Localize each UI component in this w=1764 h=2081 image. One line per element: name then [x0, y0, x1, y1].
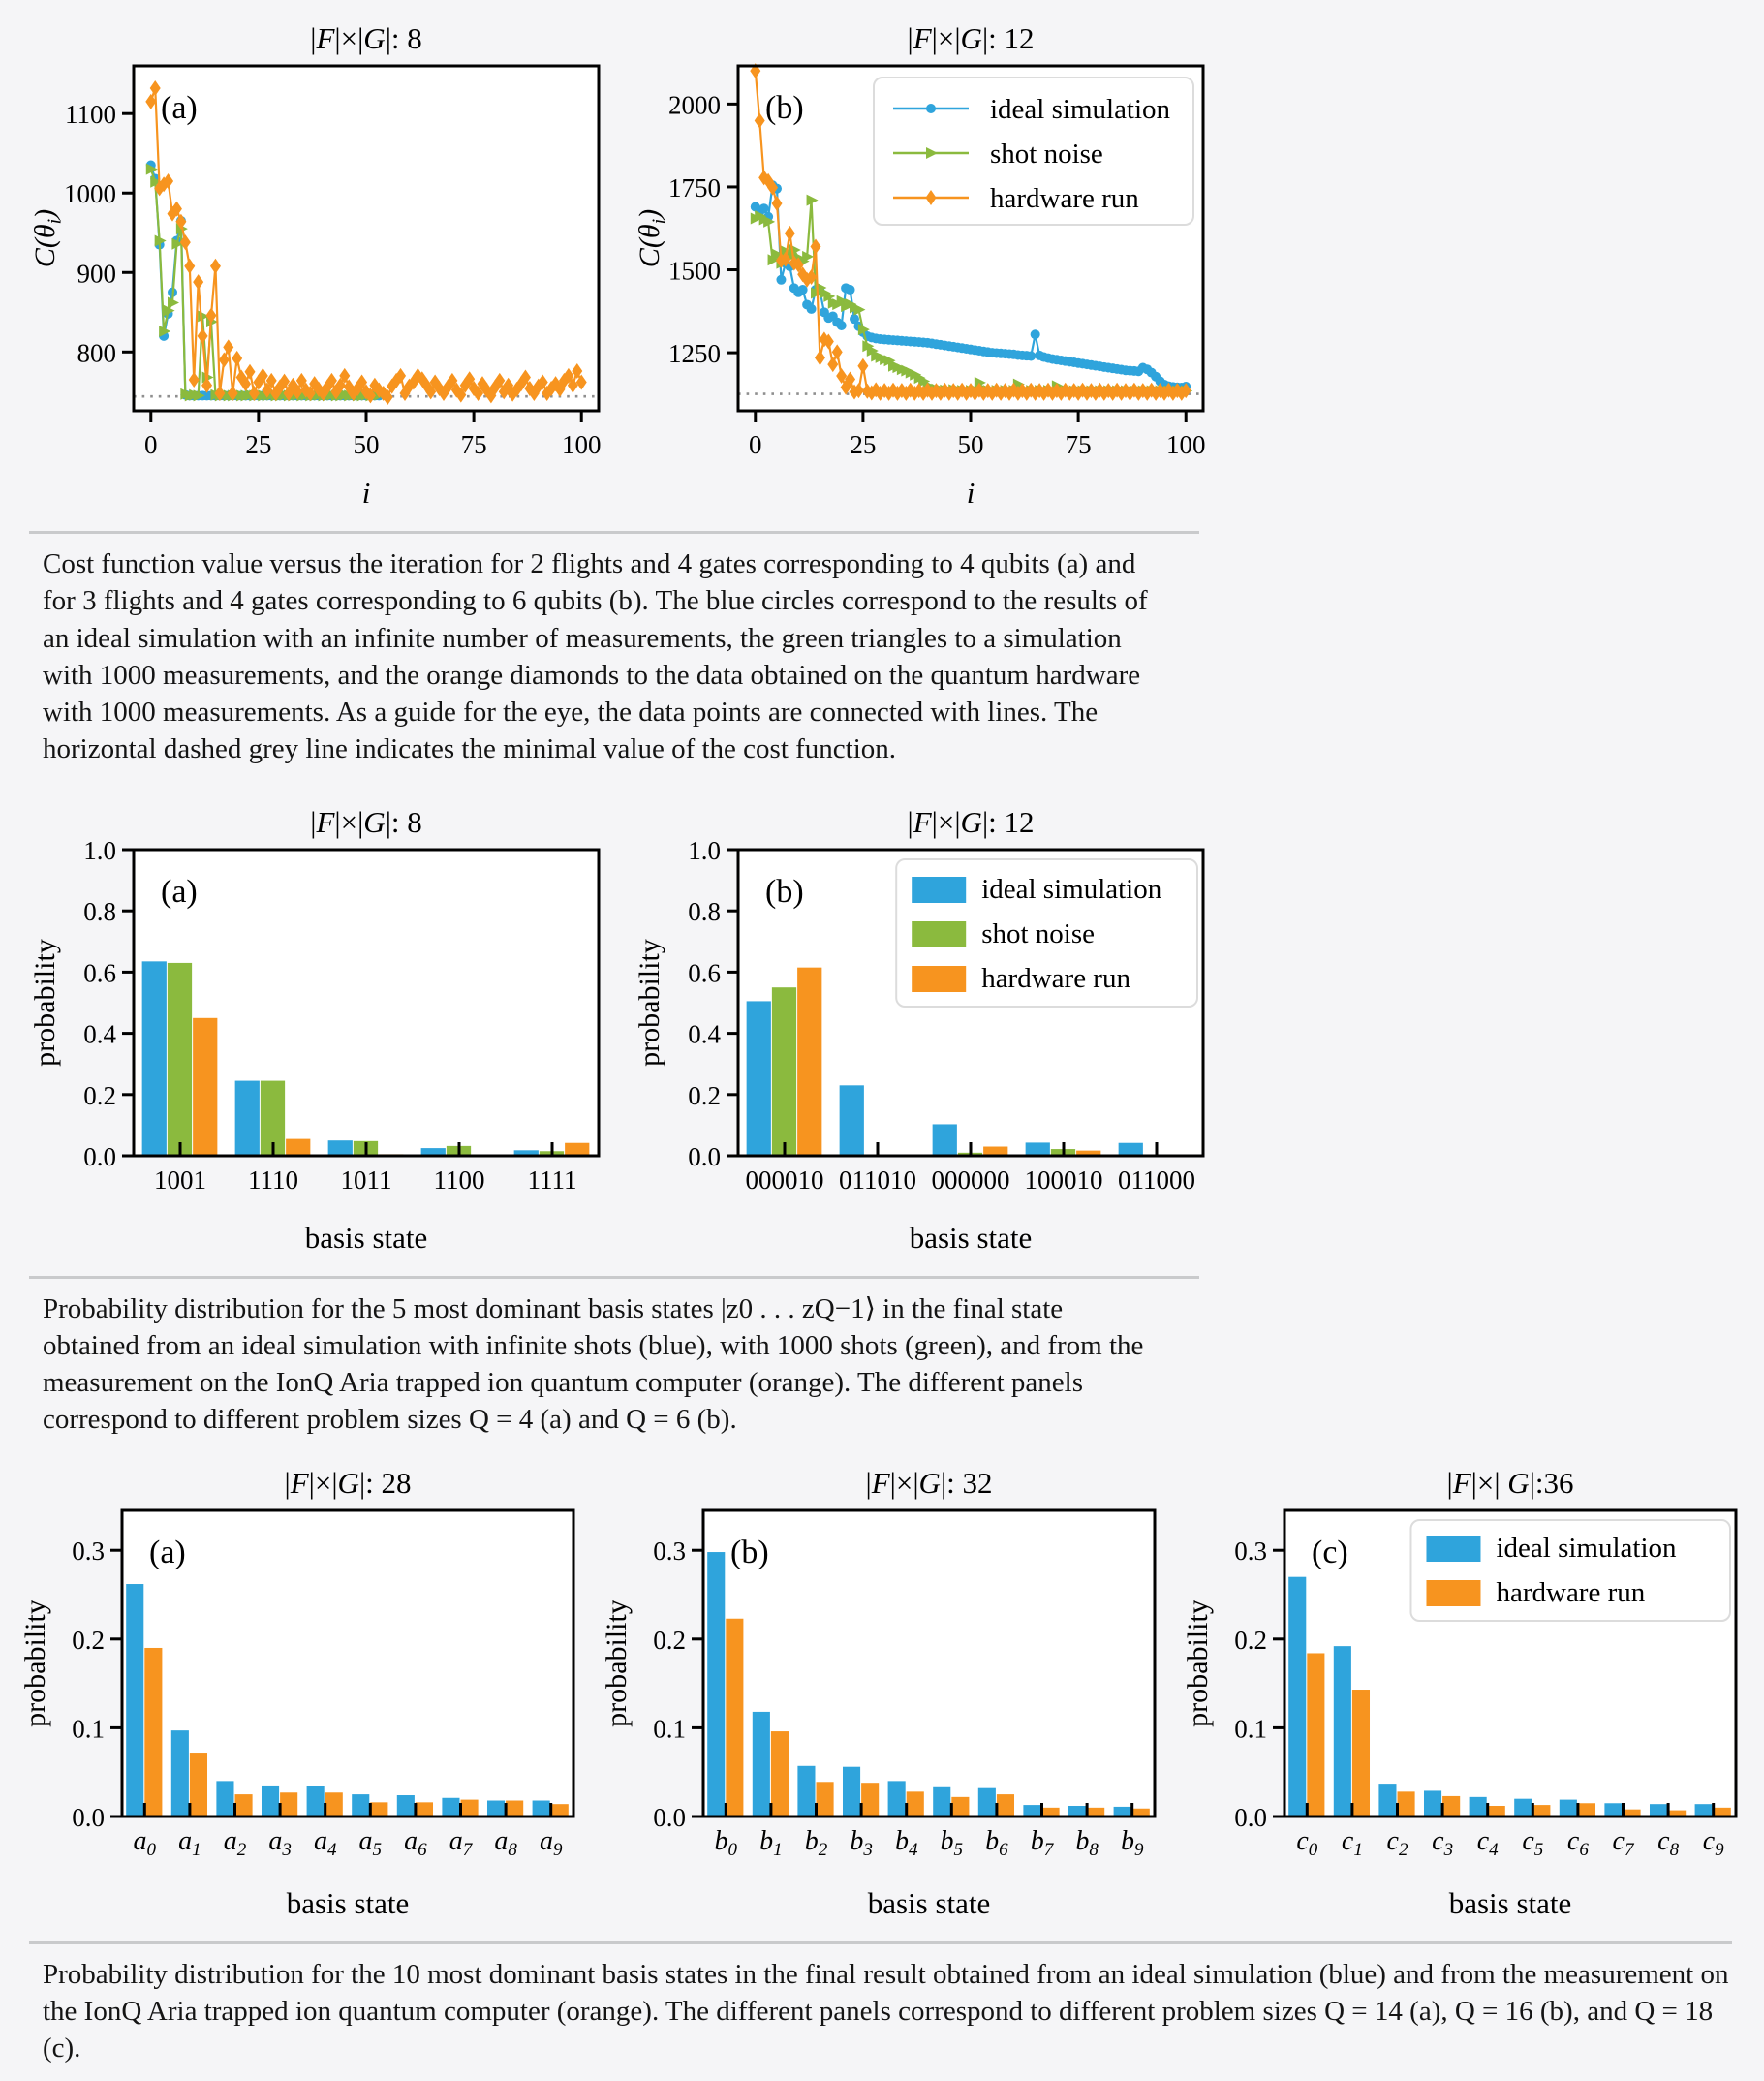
- y-tick-label: 0.2: [688, 1080, 721, 1110]
- panel-label: (b): [730, 1534, 769, 1570]
- chart-svg: [630, 807, 1221, 1258]
- figure2-caption: Probability distribution for the 5 most dominant basis states |z0 . . . zQ−1⟩ in the final state obtained from an ideal simulation with infinite shots (blue), with 1000 shots (green), and from the measurement on the IonQ Aria trapped ion quantum computer (orange). The different panels correspond to different problem sizes Q = 4 (a) and Q = 6 (b).: [43, 1292, 1144, 1436]
- bar: [797, 1765, 815, 1816]
- bar: [168, 963, 192, 1156]
- cost-chart-b: [630, 23, 1221, 517]
- y-tick-label: 0.6: [83, 957, 116, 987]
- figure1-caption: Cost function value versus the iteration for 2 flights and 4 gates corresponding to 4 qubits (a) and for 3 flights and 4 gates corresponding to 6 qubits (b). The blue circles correspond to the results of an ideal simulation with an infinite number of measurements, the green triangles to a simulation with 1000 measurements, and the orange diamonds to the data obtained on the quantum hardware with 1000 measurements. As a guide for the eye, the data points are connected with lines. The horizontal dashed grey line indicates the minimal value of the cost function.: [43, 548, 1148, 765]
- figure3-caption: Probability distribution for the 10 most dominant basis states in the final result obtained from an ideal simulation (blue) and from the measurement on the IonQ Aria trapped ion quantum computer (orange). The different panels correspond to different problem sizes Q = 14 (a), Q = 16 (b), and Q = 18 (c).: [43, 1958, 1729, 2065]
- x-tick-label: 0: [144, 430, 158, 459]
- x-tick-label: 25: [245, 430, 272, 459]
- bar: [747, 1001, 771, 1156]
- bar: [487, 1800, 505, 1816]
- bar: [286, 1138, 310, 1155]
- legend-label: shot noise: [990, 139, 1103, 170]
- bar: [1532, 1805, 1550, 1817]
- bar: [280, 1792, 297, 1817]
- y-tick-label: 0.0: [653, 1802, 686, 1832]
- x-tick-label: 000000: [931, 1165, 1010, 1195]
- probability10-chart-a: [15, 1468, 589, 1928]
- bar: [1695, 1804, 1713, 1817]
- x-tick-label: $c_9$: [1702, 1825, 1724, 1860]
- bar: [190, 1753, 207, 1817]
- y-tick-label: 1000: [64, 179, 116, 209]
- x-tick-label: $c_3$: [1432, 1825, 1454, 1860]
- legend-label: ideal simulation: [990, 94, 1171, 125]
- y-tick-label: 0.2: [72, 1625, 105, 1655]
- y-tick-label: 0.3: [72, 1536, 105, 1566]
- bar: [506, 1800, 523, 1816]
- y-tick-label: 0.1: [72, 1714, 105, 1744]
- chart-svg: [15, 1468, 589, 1923]
- x-tick-label: $a_9$: [539, 1825, 563, 1860]
- bar: [1334, 1646, 1351, 1817]
- bar: [933, 1124, 957, 1156]
- bar: [726, 1618, 743, 1816]
- legend-label: hardware run: [981, 962, 1130, 994]
- y-tick-label: 0.6: [688, 957, 721, 987]
- bar: [1352, 1690, 1370, 1817]
- bar: [951, 1797, 969, 1817]
- x-tick-label: $a_2$: [223, 1825, 247, 1860]
- y-axis-label: probability: [1182, 1599, 1214, 1727]
- panel-label: (b): [765, 90, 804, 126]
- x-tick-label: 1111: [527, 1165, 577, 1195]
- bar: [461, 1799, 479, 1816]
- y-tick-label: 1100: [65, 100, 116, 130]
- bar: [328, 1140, 353, 1156]
- y-axis-label: probability: [634, 938, 665, 1067]
- y-tick-label: 0.0: [1234, 1802, 1267, 1832]
- x-tick-label: $a_6$: [404, 1825, 427, 1860]
- figure3-divider: [29, 1941, 1732, 1944]
- figure1-divider: [29, 531, 1199, 534]
- bar: [262, 1786, 279, 1817]
- bar: [565, 1142, 589, 1155]
- x-tick-label: $c_6$: [1566, 1825, 1589, 1860]
- panel-label: (b): [765, 873, 804, 910]
- bar: [370, 1802, 387, 1817]
- bar: [1578, 1803, 1595, 1817]
- bar: [861, 1783, 879, 1817]
- probability-chart-a: [25, 807, 616, 1262]
- bar: [978, 1787, 996, 1816]
- bar: [216, 1781, 233, 1817]
- x-tick-label: 011000: [1118, 1165, 1195, 1195]
- bar: [1650, 1804, 1667, 1817]
- x-tick-label: $b_4$: [894, 1825, 918, 1860]
- x-tick-label: 011010: [839, 1165, 916, 1195]
- y-tick-label: 0.2: [653, 1625, 686, 1655]
- bar: [797, 967, 821, 1155]
- figure2-probability-distribution: [25, 807, 1764, 1262]
- bar: [1398, 1791, 1415, 1817]
- y-axis-label: probability: [601, 1599, 633, 1727]
- x-tick-label: $c_5$: [1522, 1825, 1544, 1860]
- x-tick-label: $b_1$: [759, 1825, 783, 1860]
- y-tick-label: 900: [77, 259, 116, 289]
- bar: [771, 1731, 789, 1817]
- chart-title: |F|×|G|: 12: [907, 23, 1035, 55]
- legend: [1410, 1520, 1730, 1621]
- chart-svg: [597, 1468, 1170, 1923]
- y-tick-label: 1250: [668, 339, 721, 369]
- bar: [325, 1792, 343, 1817]
- bar: [1023, 1805, 1040, 1817]
- figure2-divider: [29, 1276, 1199, 1279]
- probability-chart-b: [630, 807, 1221, 1262]
- bar: [1604, 1803, 1622, 1817]
- bar: [1307, 1653, 1324, 1817]
- bar: [1424, 1790, 1441, 1817]
- x-tick-label: $a_7$: [449, 1825, 473, 1860]
- legend: [874, 78, 1193, 225]
- y-tick-label: 0.1: [1234, 1714, 1267, 1744]
- y-tick-label: 0.4: [83, 1019, 116, 1049]
- x-tick-label: $a_1$: [178, 1825, 201, 1860]
- y-tick-label: 0.8: [688, 896, 721, 926]
- x-tick-label: $c_2$: [1386, 1825, 1408, 1860]
- x-tick-label: 100: [561, 430, 602, 459]
- x-tick-label: $b_2$: [804, 1825, 828, 1860]
- bar: [1114, 1807, 1131, 1817]
- chart-svg: [1178, 1468, 1751, 1923]
- x-tick-label: $a_8$: [494, 1825, 517, 1860]
- bar: [1378, 1784, 1396, 1817]
- x-tick-label: 75: [1065, 430, 1092, 459]
- chart-title: |F|×|G|: 12: [907, 806, 1035, 839]
- bar: [772, 987, 796, 1156]
- bar: [1119, 1142, 1143, 1155]
- y-tick-label: 0.2: [83, 1080, 116, 1110]
- x-tick-label: 1100: [433, 1165, 485, 1195]
- bar: [533, 1800, 550, 1816]
- bar: [840, 1085, 864, 1156]
- panel-label: (a): [161, 873, 198, 910]
- x-tick-label: $a_0$: [133, 1825, 157, 1860]
- plot-area: [134, 66, 599, 411]
- bar: [193, 1017, 217, 1155]
- bar: [907, 1791, 924, 1817]
- legend-label: ideal simulation: [981, 873, 1162, 905]
- x-tick-label: $b_8$: [1075, 1825, 1099, 1860]
- chart-title: |F|×|G|: 8: [310, 23, 422, 55]
- x-tick-label: $a_5$: [358, 1825, 383, 1860]
- bar: [1288, 1576, 1306, 1816]
- x-axis-label: basis state: [304, 1220, 428, 1255]
- chart-title: |F|×|G|: 32: [865, 1467, 993, 1500]
- x-tick-label: $c_7$: [1612, 1825, 1634, 1860]
- x-tick-label: $c_4$: [1476, 1825, 1499, 1860]
- bar: [817, 1782, 834, 1817]
- chart-title: |F|×|G|: 28: [284, 1467, 412, 1500]
- bar: [442, 1797, 459, 1816]
- bar: [397, 1795, 415, 1817]
- y-tick-label: 0.0: [72, 1802, 105, 1832]
- x-tick-label: 0: [749, 430, 762, 459]
- x-tick-label: 25: [850, 430, 877, 459]
- figure3-probability-distribution: [15, 1468, 1764, 1928]
- bar: [1514, 1798, 1532, 1816]
- probability10-chart-b: [597, 1468, 1170, 1928]
- x-axis-label: basis state: [286, 1885, 410, 1920]
- cost-chart-a: [25, 23, 616, 517]
- y-axis-label: $C(\theta_i)$: [634, 208, 670, 268]
- bar: [1068, 1806, 1086, 1817]
- x-axis-label: i: [361, 476, 371, 510]
- x-tick-label: 75: [460, 430, 487, 459]
- y-tick-label: 1500: [668, 256, 721, 286]
- y-tick-label: 1750: [668, 172, 721, 202]
- x-axis-label: i: [966, 476, 975, 510]
- legend-label: ideal simulation: [1496, 1532, 1677, 1564]
- x-tick-label: $c_0$: [1296, 1825, 1318, 1860]
- x-tick-label: 50: [957, 430, 984, 459]
- bar: [1560, 1799, 1577, 1816]
- y-tick-label: 0.4: [688, 1019, 721, 1049]
- x-tick-label: 1110: [248, 1165, 298, 1195]
- y-tick-label: 0.0: [688, 1141, 721, 1171]
- panel-label: (c): [1312, 1534, 1348, 1570]
- chart-title: |F|×|G|: 8: [310, 806, 422, 839]
- x-tick-label: $b_0$: [714, 1825, 738, 1860]
- bar: [144, 1648, 162, 1817]
- legend-label: hardware run: [1496, 1576, 1646, 1608]
- x-tick-label: 100010: [1024, 1165, 1103, 1195]
- y-tick-label: 2000: [668, 90, 721, 120]
- x-tick-label: $b_3$: [850, 1825, 873, 1860]
- bar: [551, 1804, 569, 1817]
- x-tick-label: $b_6$: [985, 1825, 1008, 1860]
- y-tick-label: 1.0: [83, 835, 116, 865]
- x-tick-label: $b_7$: [1030, 1825, 1054, 1860]
- x-tick-label: $a_3$: [268, 1825, 292, 1860]
- bar: [1470, 1797, 1487, 1817]
- x-tick-label: 1011: [340, 1165, 392, 1195]
- x-tick-label: $b_9$: [1120, 1825, 1144, 1860]
- x-axis-label: basis state: [1448, 1885, 1572, 1920]
- x-tick-label: $b_5$: [940, 1825, 964, 1860]
- bar: [753, 1712, 770, 1817]
- panel-label: (a): [149, 1534, 186, 1570]
- y-tick-label: 1.0: [688, 835, 721, 865]
- y-axis-label: probability: [19, 1599, 51, 1727]
- x-tick-label: 1001: [154, 1165, 206, 1195]
- y-axis-label: probability: [29, 938, 61, 1067]
- chart-title: |F|×| G|:36: [1446, 1467, 1574, 1500]
- y-axis-label: $C(\theta_i)$: [29, 208, 66, 268]
- chart-svg: [25, 807, 616, 1258]
- bar: [307, 1786, 325, 1817]
- bar: [707, 1552, 725, 1817]
- y-tick-label: 800: [77, 338, 116, 368]
- y-tick-label: 0.3: [653, 1536, 686, 1566]
- bar: [1488, 1806, 1505, 1817]
- bar: [171, 1730, 189, 1817]
- bar: [997, 1794, 1014, 1817]
- bar: [126, 1584, 143, 1817]
- bar: [235, 1794, 253, 1817]
- legend: [896, 859, 1197, 1007]
- x-tick-label: $a_4$: [313, 1825, 337, 1860]
- bar: [888, 1781, 906, 1817]
- bar: [1442, 1796, 1460, 1817]
- y-tick-label: 0.2: [1234, 1625, 1267, 1655]
- legend-label: shot noise: [981, 917, 1096, 949]
- x-tick-label: $c_1$: [1341, 1825, 1363, 1860]
- y-tick-label: 0.0: [83, 1141, 116, 1171]
- figure1-cost-function: [25, 23, 1764, 517]
- bar: [1026, 1142, 1050, 1156]
- x-axis-label: basis state: [909, 1220, 1033, 1255]
- x-axis-label: basis state: [867, 1885, 991, 1920]
- y-tick-label: 0.1: [653, 1714, 686, 1744]
- y-tick-label: 0.3: [1234, 1536, 1267, 1566]
- x-tick-label: 000010: [745, 1165, 824, 1195]
- bar: [352, 1794, 369, 1817]
- x-tick-label: $c_8$: [1657, 1825, 1680, 1860]
- bar: [416, 1802, 433, 1817]
- probability10-chart-c: [1178, 1468, 1751, 1928]
- bar: [235, 1080, 260, 1155]
- chart-svg: [630, 23, 1221, 512]
- bar: [843, 1766, 860, 1816]
- y-tick-label: 0.8: [83, 896, 116, 926]
- bar: [933, 1786, 950, 1816]
- legend-label: hardware run: [990, 183, 1139, 214]
- x-tick-label: 50: [353, 430, 380, 459]
- chart-svg: [25, 23, 616, 512]
- bar: [142, 961, 167, 1156]
- x-tick-label: 100: [1165, 430, 1206, 459]
- panel-label: (a): [161, 90, 198, 126]
